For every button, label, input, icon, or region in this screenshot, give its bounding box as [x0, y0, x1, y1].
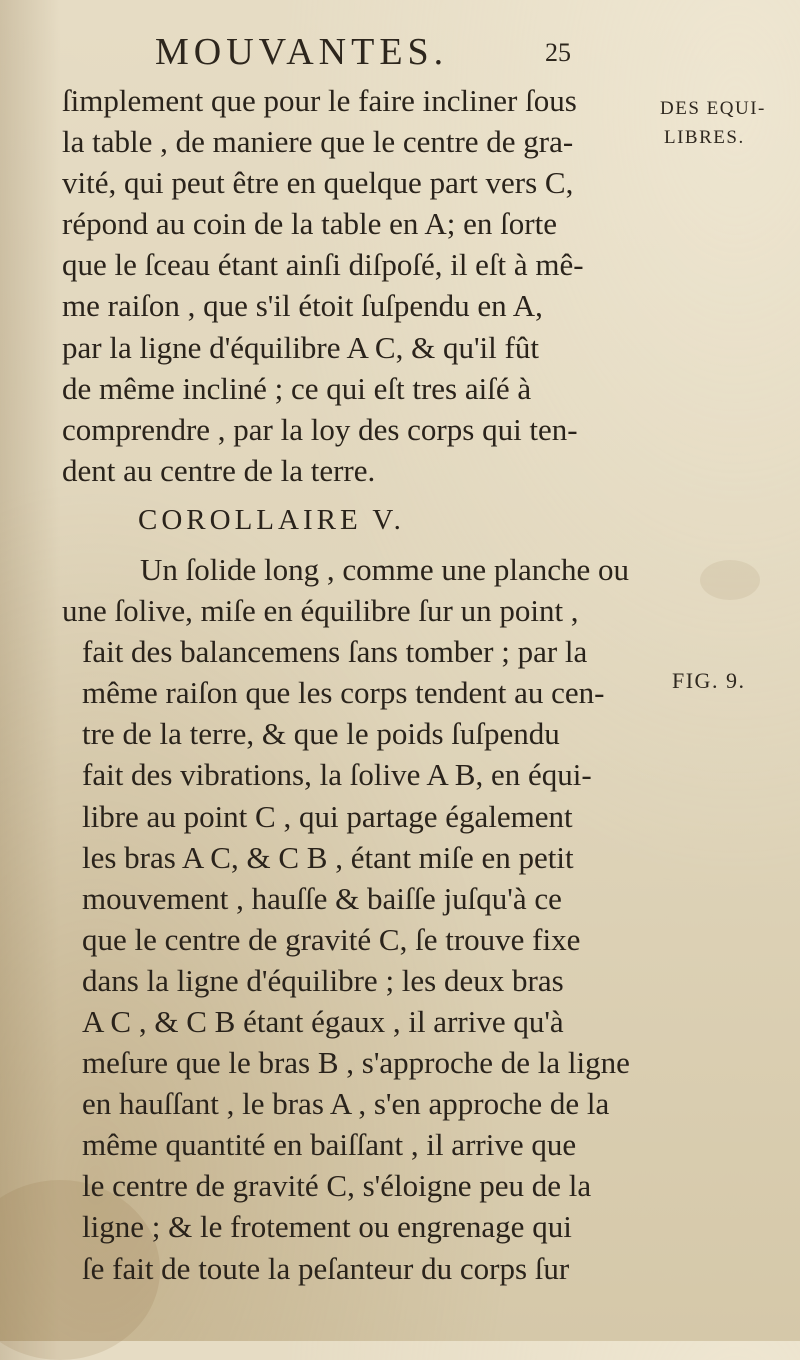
text-line: en hauſſant , le bras A , s'en approche de la: [82, 1086, 610, 1122]
text-line: que le ſceau étant ainſi diſpoſé, il eſt à mê-: [62, 247, 584, 283]
running-title: MOUVANTES.: [155, 31, 449, 73]
text-line: A C , & C B étant égaux , il arrive qu'à: [82, 1003, 564, 1039]
text-line: comprendre , par la loy des corps qui ten-: [62, 411, 578, 447]
text-line: de même incliné ; ce qui eſt tres aiſé à: [62, 370, 532, 406]
margin-note-equilibres-line1: DES EQUI-: [660, 98, 766, 119]
section-heading: COROLLAIRE V.: [138, 503, 405, 536]
text-line: répond au coin de la table en A; en ſorte: [62, 206, 557, 242]
text-line: la table , de maniere que le centre de gra-: [62, 124, 574, 160]
text-line: me raiſon , que s'il étoit ſuſpendu en A,: [62, 288, 543, 324]
page-number: 25: [545, 38, 571, 67]
figure-reference: FIG. 9.: [672, 668, 746, 693]
text-line: fait des vibrations, la ſolive A B, en équi-: [82, 757, 592, 793]
text-line: même raiſon que les corps tendent au cen-: [82, 675, 605, 711]
page-stain: [700, 560, 760, 600]
text-line: ſimplement que pour le faire incliner ſous: [62, 83, 577, 118]
text-line: une ſolive, miſe en équilibre ſur un point ,: [62, 593, 579, 629]
text-line: dans la ligne d'équilibre ; les deux bras: [82, 962, 564, 998]
text-line: les bras A C, & C B , étant miſe en petit: [82, 839, 574, 875]
text-line: libre au point C , qui partage également: [82, 798, 573, 834]
text-line: même quantité en baiſſant , il arrive que: [82, 1127, 577, 1163]
text-line: Un ſolide long , comme une planche ou: [140, 551, 629, 587]
text-line: dent au centre de la terre.: [62, 452, 376, 488]
text-line: le centre de gravité C, s'éloigne peu de la: [82, 1168, 592, 1204]
running-head: [155, 32, 695, 72]
text-line: mouvement , hauſſe & baiſſe juſqu'à ce: [82, 880, 562, 916]
text-line: ligne ; & le frotement ou engrenage qui: [82, 1209, 572, 1245]
text-line: par la ligne d'équilibre A C, & qu'il fût: [62, 329, 539, 365]
margin-note-equilibres-line2: LIBRES.: [664, 127, 745, 148]
text-line: que le centre de gravité C, ſe trouve fixe: [82, 921, 581, 957]
text-line: fait des balancemens ſans tomber ; par la: [82, 634, 588, 670]
text-line: ſe fait de toute la peſanteur du corps ſur: [82, 1250, 570, 1286]
paragraph-1: [40, 80, 670, 491]
paragraph-2: [40, 549, 670, 1289]
text-line: tre de la terre, & que le poids ſuſpendu: [82, 716, 560, 752]
text-line: vité, qui peut être en quelque part vers C,: [62, 165, 574, 201]
text-line: meſure que le bras B , s'approche de la ligne: [82, 1045, 630, 1081]
body-text: [40, 80, 670, 1289]
